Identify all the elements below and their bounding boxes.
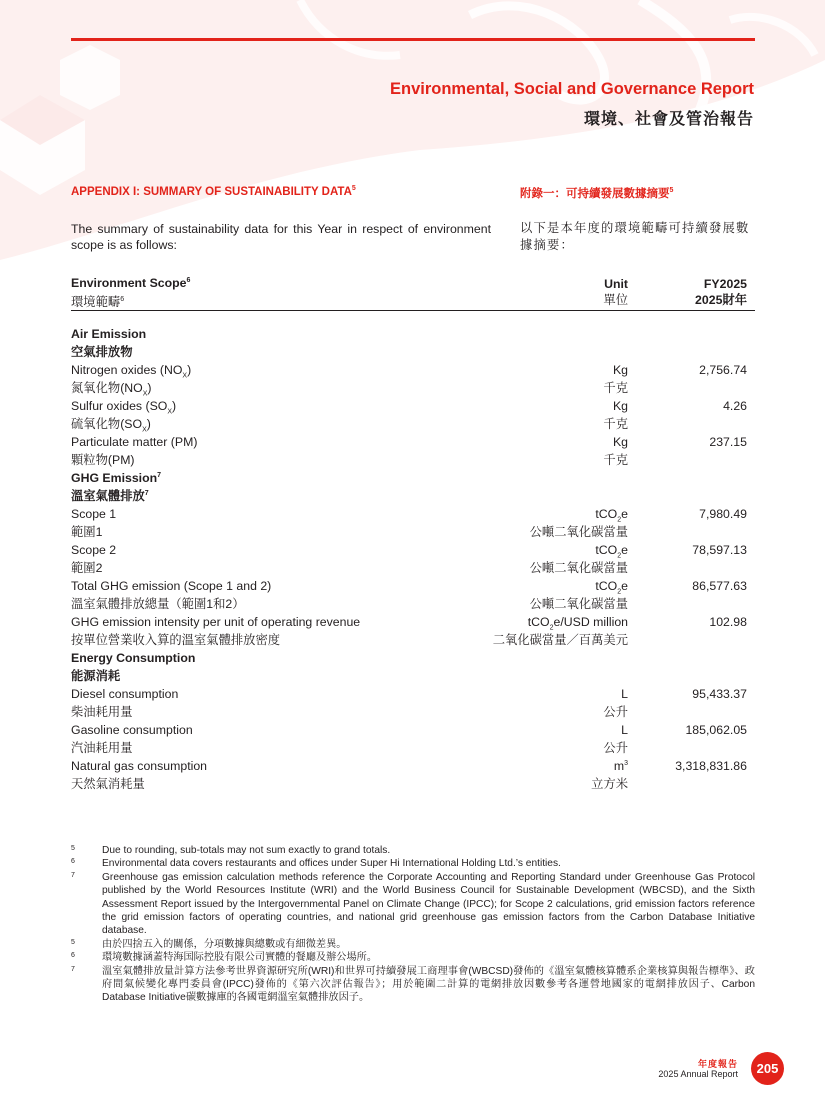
col-scope-en: Environment Scope$^6$ [71, 276, 191, 290]
table-row: Diesel consumption L 95,433.37 [71, 687, 747, 701]
intro-zh: 以下是本年度的環境範疇可持續發展數據摘要： [520, 221, 750, 252]
footer-annual-en: 2025 Annual Report [658, 1069, 738, 1079]
footer-annual-zh: 年度報告 [697, 1059, 738, 1069]
footnote-zh-7: 7 溫室氣體排放量計算方法參考世界資源研究所(WRI)和世界可持續發展工商理事會(WBCSD)發佈的《溫室氣體核算體系企業核算與報告標準》、政府間氣候變化專門委員會(IPCC)發佈的《第六次評估報告》；用於範圍二計算的電網排放因數參考各運營地國家的電網排放因子、Carbon Database Initiative碳數據庫的各國電網溫室氣體排放因子。 [71, 965, 755, 1004]
table-row: Natural gas consumption $m^3$ 3,318,831.86 [71, 759, 747, 773]
report-title-en: Environmental, Social and Governance Report [389, 80, 754, 98]
footnote-zh-6: 6 環境數據涵蓋特海国际控股有限公司實體的餐廳及辦公場所。 [71, 952, 378, 964]
table-row: Sulfur oxides $(SO_X)$ Kg 4.26 [71, 399, 747, 416]
table-row: Scope 2 tCO$_2$e 78,597.13 [71, 543, 747, 560]
section-ghg-en: GHG Emission$^7$ [71, 471, 162, 485]
table-row: Total GHG emission (Scope 1 and 2) tCO$_2$e 86,577.63 [71, 579, 747, 596]
table-row: 硫氧化物$(SO_X)$ 千克 [71, 417, 628, 434]
page-number-badge: 205 [751, 1052, 784, 1085]
table-row: 按單位營業收入算的溫室氣體排放密度 二氧化碳當量／百萬美元 [71, 633, 628, 647]
footnote-zh-5: 5 由於四捨五入的關係，分項數據與總數或有細微差異。 [71, 938, 347, 950]
section-air-zh: 空氣排放物 [71, 345, 133, 359]
footnotes [71, 844, 755, 1005]
table-header [71, 276, 755, 311]
section-air-en: Air Emission [71, 327, 147, 341]
table-row: 範圍1 公噸二氧化碳當量 [71, 525, 628, 539]
top-rule [71, 38, 755, 41]
table-row: GHG emission intensity per unit of operating revenue tCO$_2$e/USD million 102.98 [71, 615, 747, 632]
appendix-heading-en: APPENDIX I: SUMMARY OF SUSTAINABILITY DATA$^5$ [71, 185, 356, 198]
table-row: 天然氣消耗量 立方米 [71, 777, 628, 791]
table-row: Particulate matter (PM) Kg 237.15 [71, 435, 747, 449]
section-ghg-zh: 溫室氣體排放$^7$ [71, 489, 149, 503]
report-title-zh: 環境、社會及管治報告 [583, 111, 754, 128]
col-unit: Unit 單位 [603, 277, 628, 307]
col-fy2025: FY2025 2025財年 [695, 277, 747, 307]
table-row: 範圍2 公噸二氧化碳當量 [71, 561, 628, 575]
table-row: 氮氧化物$(NO_X)$ 千克 [71, 381, 628, 398]
footnote-en-5: 5 Due to rounding, sub-totals may not sum exactly to grand totals. [71, 845, 391, 856]
table-body [71, 311, 755, 793]
section-energy-en: Energy Consumption [71, 651, 196, 665]
intro-en: The summary of sustainability data for this Year in respect of environment scope is as follows: [71, 222, 491, 252]
sustainability-table [71, 276, 755, 793]
footnote-en-7: 7 Greenhouse gas emission calculation methods reference the Corporate Accounting and Reporting Standard under Greenhouse Gas Protocol published by the World Resources Institute (WRI) and the World Business Council for Sustainable Development (WBCSD), and the Sixth Assessment Report issued by the Intergovernmental Panel on Climate Change (IPCC); for Scope 2 calculations, grid emission factors reference the grid emission factors of operating countries, and national grid greenhouse gas emission factors from the Carbon Database Initiative database. [71, 871, 755, 937]
table-row: 顆粒物(PM) 千克 [71, 453, 628, 467]
table-row: Nitrogen oxides $(NO_X)$ Kg 2,756.74 [71, 363, 747, 380]
table-row: Scope 1 tCO$_2$e 7,980.49 [71, 507, 747, 524]
table-row: 汽油耗用量 公升 [71, 741, 628, 755]
table-row: 溫室氣體排放總量（範圍1和2） 公噸二氧化碳當量 [71, 597, 628, 611]
table-row: Gasoline consumption L 185,062.05 [71, 723, 747, 737]
section-energy-zh: 能源消耗 [71, 669, 121, 683]
appendix-heading-zh: 附錄一：可持續發展數據摘要$^5$ [520, 187, 674, 200]
footnote-en-6: 6 Environmental data covers restaurants and offices under Super Hi International Holding Ltd.’s entities. [71, 858, 561, 870]
table-row: 柴油耗用量 公升 [71, 705, 628, 719]
col-scope-zh: 環境範疇$^6$ [71, 295, 125, 309]
